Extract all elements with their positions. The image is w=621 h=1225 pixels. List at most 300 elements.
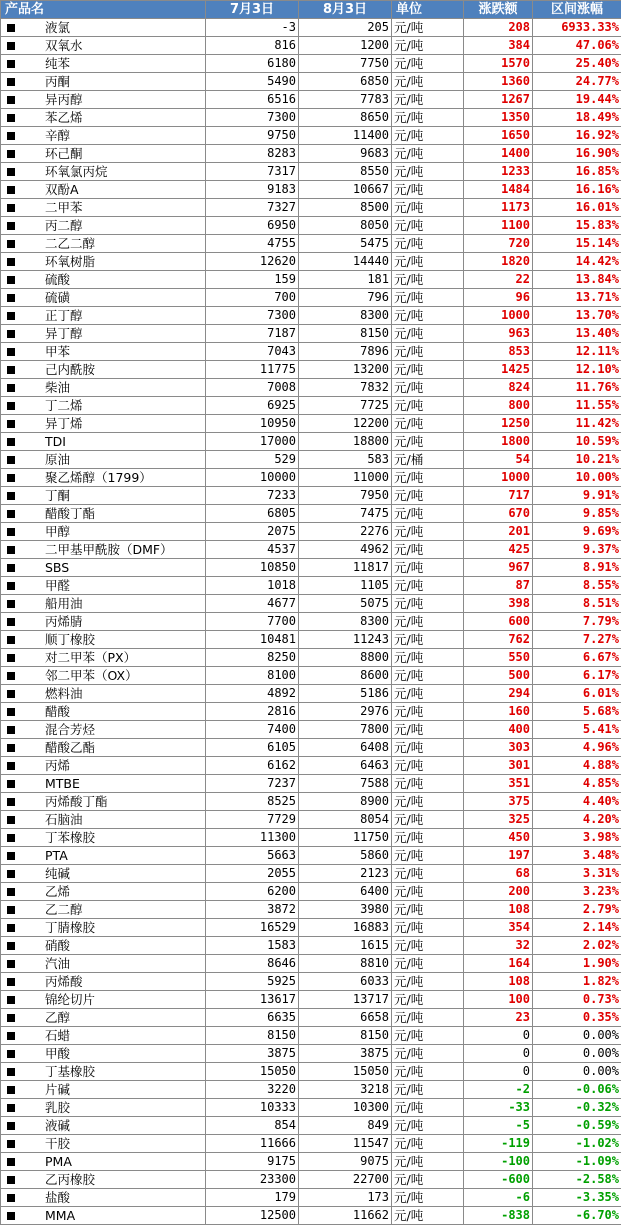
cell-jul-price[interactable]: 7729 [206,811,299,829]
cell-change[interactable]: 1000 [464,307,533,325]
cell-pct-change[interactable]: 0.73% [533,991,621,1009]
cell-change[interactable]: 351 [464,775,533,793]
cell-unit[interactable]: 元/吨 [392,487,464,505]
cell-product-name[interactable] [1,19,206,37]
cell-change[interactable]: 1267 [464,91,533,109]
cell-product-name[interactable] [1,541,206,559]
cell-unit[interactable]: 元/吨 [392,1027,464,1045]
cell-change[interactable]: 384 [464,37,533,55]
cell-pct-change[interactable]: 1.82% [533,973,621,991]
cell-change[interactable]: 22 [464,271,533,289]
cell-aug-price[interactable]: 13200 [299,361,392,379]
cell-unit[interactable]: 元/吨 [392,847,464,865]
cell-unit[interactable]: 元/吨 [392,1135,464,1153]
cell-aug-price[interactable]: 849 [299,1117,392,1135]
cell-pct-change[interactable]: 13.71% [533,289,621,307]
cell-product-name[interactable] [1,55,206,73]
cell-unit[interactable]: 元/吨 [392,163,464,181]
cell-change[interactable]: 1000 [464,469,533,487]
cell-jul-price[interactable]: 12500 [206,1207,299,1225]
cell-change[interactable]: 108 [464,973,533,991]
cell-unit[interactable]: 元/吨 [392,505,464,523]
cell-product-name[interactable] [1,793,206,811]
cell-pct-change[interactable]: 16.90% [533,145,621,163]
cell-unit[interactable]: 元/吨 [392,379,464,397]
cell-pct-change[interactable]: 8.51% [533,595,621,613]
cell-pct-change[interactable]: 16.16% [533,181,621,199]
cell-jul-price[interactable]: 6950 [206,217,299,235]
cell-pct-change[interactable]: 3.48% [533,847,621,865]
cell-change[interactable]: 23 [464,1009,533,1027]
cell-change[interactable]: -6 [464,1189,533,1207]
cell-pct-change[interactable]: 10.59% [533,433,621,451]
cell-jul-price[interactable]: 9175 [206,1153,299,1171]
cell-change[interactable]: 1233 [464,163,533,181]
cell-unit[interactable]: 元/吨 [392,469,464,487]
cell-product-name[interactable] [1,901,206,919]
cell-aug-price[interactable]: 205 [299,19,392,37]
cell-change[interactable]: -119 [464,1135,533,1153]
cell-change[interactable]: 853 [464,343,533,361]
cell-aug-price[interactable]: 11662 [299,1207,392,1225]
cell-unit[interactable]: 元/吨 [392,127,464,145]
cell-pct-change[interactable]: 0.00% [533,1027,621,1045]
cell-change[interactable]: -2 [464,1081,533,1099]
cell-change[interactable]: 100 [464,991,533,1009]
cell-aug-price[interactable]: 1615 [299,937,392,955]
cell-unit[interactable]: 元/吨 [392,145,464,163]
cell-change[interactable]: 1360 [464,73,533,91]
cell-product-name[interactable] [1,1045,206,1063]
cell-change[interactable]: 1350 [464,109,533,127]
cell-product-name[interactable] [1,649,206,667]
cell-product-name[interactable] [1,613,206,631]
cell-aug-price[interactable]: 8300 [299,307,392,325]
cell-pct-change[interactable]: 1.90% [533,955,621,973]
cell-jul-price[interactable]: 2075 [206,523,299,541]
cell-product-name[interactable] [1,739,206,757]
header-change[interactable]: 涨跌额 [464,1,533,19]
cell-change[interactable]: 1100 [464,217,533,235]
header-pct-change[interactable]: 区间涨幅 [533,1,621,19]
cell-pct-change[interactable]: 9.91% [533,487,621,505]
cell-aug-price[interactable]: 9075 [299,1153,392,1171]
cell-unit[interactable]: 元/吨 [392,1117,464,1135]
cell-pct-change[interactable]: 4.20% [533,811,621,829]
cell-unit[interactable]: 元/吨 [392,955,464,973]
cell-aug-price[interactable]: 7950 [299,487,392,505]
cell-change[interactable]: 375 [464,793,533,811]
cell-product-name[interactable] [1,1135,206,1153]
cell-aug-price[interactable]: 2976 [299,703,392,721]
cell-aug-price[interactable]: 11243 [299,631,392,649]
cell-aug-price[interactable]: 22700 [299,1171,392,1189]
cell-pct-change[interactable]: 0.35% [533,1009,621,1027]
cell-pct-change[interactable]: 6.67% [533,649,621,667]
cell-change[interactable]: 303 [464,739,533,757]
cell-unit[interactable]: 元/吨 [392,217,464,235]
cell-product-name[interactable] [1,721,206,739]
cell-product-name[interactable] [1,685,206,703]
cell-jul-price[interactable]: 7043 [206,343,299,361]
cell-change[interactable]: 720 [464,235,533,253]
cell-unit[interactable]: 元/吨 [392,1207,464,1225]
cell-pct-change[interactable]: 8.55% [533,577,621,595]
cell-jul-price[interactable]: 8250 [206,649,299,667]
cell-unit[interactable]: 元/吨 [392,793,464,811]
cell-change[interactable]: 1425 [464,361,533,379]
cell-pct-change[interactable]: 9.85% [533,505,621,523]
cell-change[interactable]: 108 [464,901,533,919]
cell-aug-price[interactable]: 8800 [299,649,392,667]
cell-aug-price[interactable]: 6658 [299,1009,392,1027]
cell-product-name[interactable] [1,289,206,307]
cell-aug-price[interactable]: 12200 [299,415,392,433]
cell-aug-price[interactable]: 1200 [299,37,392,55]
cell-aug-price[interactable]: 6463 [299,757,392,775]
cell-unit[interactable]: 元/吨 [392,1099,464,1117]
cell-pct-change[interactable]: 12.11% [533,343,621,361]
cell-jul-price[interactable]: 10850 [206,559,299,577]
cell-jul-price[interactable]: 8150 [206,1027,299,1045]
cell-jul-price[interactable]: 11666 [206,1135,299,1153]
cell-pct-change[interactable]: 6933.33% [533,19,621,37]
cell-product-name[interactable] [1,433,206,451]
cell-jul-price[interactable]: 8525 [206,793,299,811]
cell-product-name[interactable] [1,127,206,145]
cell-aug-price[interactable]: 7800 [299,721,392,739]
cell-unit[interactable]: 元/吨 [392,523,464,541]
cell-unit[interactable]: 元/吨 [392,595,464,613]
cell-pct-change[interactable]: 2.02% [533,937,621,955]
cell-pct-change[interactable]: -3.35% [533,1189,621,1207]
cell-aug-price[interactable]: 9683 [299,145,392,163]
cell-change[interactable]: 301 [464,757,533,775]
cell-unit[interactable]: 元/吨 [392,1171,464,1189]
cell-change[interactable]: 197 [464,847,533,865]
cell-change[interactable]: 824 [464,379,533,397]
cell-unit[interactable]: 元/吨 [392,649,464,667]
cell-unit[interactable]: 元/吨 [392,937,464,955]
cell-product-name[interactable] [1,91,206,109]
cell-product-name[interactable] [1,991,206,1009]
cell-aug-price[interactable]: 7475 [299,505,392,523]
cell-change[interactable]: 450 [464,829,533,847]
cell-aug-price[interactable]: 7750 [299,55,392,73]
cell-unit[interactable]: 元/吨 [392,271,464,289]
cell-jul-price[interactable]: 3220 [206,1081,299,1099]
cell-unit[interactable]: 元/吨 [392,235,464,253]
cell-change[interactable]: 400 [464,721,533,739]
cell-jul-price[interactable]: 16529 [206,919,299,937]
cell-jul-price[interactable]: 529 [206,451,299,469]
cell-unit[interactable]: 元/吨 [392,1189,464,1207]
cell-jul-price[interactable]: 4537 [206,541,299,559]
cell-product-name[interactable] [1,631,206,649]
cell-change[interactable]: -100 [464,1153,533,1171]
cell-product-name[interactable] [1,217,206,235]
cell-change[interactable]: 294 [464,685,533,703]
cell-product-name[interactable] [1,523,206,541]
cell-aug-price[interactable]: 18800 [299,433,392,451]
cell-unit[interactable]: 元/吨 [392,541,464,559]
cell-pct-change[interactable]: 47.06% [533,37,621,55]
cell-product-name[interactable] [1,829,206,847]
cell-pct-change[interactable]: 18.49% [533,109,621,127]
cell-aug-price[interactable]: 8550 [299,163,392,181]
cell-pct-change[interactable]: -6.70% [533,1207,621,1225]
cell-product-name[interactable] [1,865,206,883]
cell-unit[interactable]: 元/吨 [392,973,464,991]
cell-aug-price[interactable]: 7832 [299,379,392,397]
cell-aug-price[interactable]: 10300 [299,1099,392,1117]
cell-pct-change[interactable]: 2.14% [533,919,621,937]
cell-unit[interactable]: 元/吨 [392,37,464,55]
cell-jul-price[interactable]: 17000 [206,433,299,451]
cell-product-name[interactable] [1,955,206,973]
cell-jul-price[interactable]: 13617 [206,991,299,1009]
cell-jul-price[interactable]: -3 [206,19,299,37]
cell-product-name[interactable] [1,451,206,469]
cell-pct-change[interactable]: 25.40% [533,55,621,73]
cell-product-name[interactable] [1,163,206,181]
cell-jul-price[interactable]: 7233 [206,487,299,505]
cell-aug-price[interactable]: 5186 [299,685,392,703]
cell-product-name[interactable] [1,595,206,613]
cell-product-name[interactable] [1,487,206,505]
cell-jul-price[interactable]: 6105 [206,739,299,757]
cell-aug-price[interactable]: 3980 [299,901,392,919]
cell-jul-price[interactable]: 8100 [206,667,299,685]
cell-jul-price[interactable]: 4892 [206,685,299,703]
cell-jul-price[interactable]: 11300 [206,829,299,847]
cell-product-name[interactable] [1,397,206,415]
cell-product-name[interactable] [1,703,206,721]
header-jul-3[interactable]: 7月3日 [206,1,299,19]
cell-aug-price[interactable]: 7783 [299,91,392,109]
cell-product-name[interactable] [1,883,206,901]
cell-change[interactable]: 200 [464,883,533,901]
cell-pct-change[interactable]: 11.55% [533,397,621,415]
cell-pct-change[interactable]: 10.00% [533,469,621,487]
cell-jul-price[interactable]: 7300 [206,307,299,325]
cell-unit[interactable]: 元/吨 [392,397,464,415]
cell-pct-change[interactable]: 4.40% [533,793,621,811]
cell-change[interactable]: 0 [464,1045,533,1063]
cell-product-name[interactable] [1,973,206,991]
cell-unit[interactable]: 元/吨 [392,1045,464,1063]
cell-product-name[interactable] [1,343,206,361]
cell-unit[interactable]: 元/吨 [392,199,464,217]
cell-product-name[interactable] [1,847,206,865]
cell-unit[interactable]: 元/吨 [392,1063,464,1081]
cell-product-name[interactable] [1,235,206,253]
cell-aug-price[interactable]: 3218 [299,1081,392,1099]
cell-product-name[interactable] [1,325,206,343]
cell-jul-price[interactable]: 179 [206,1189,299,1207]
cell-pct-change[interactable]: 11.76% [533,379,621,397]
cell-aug-price[interactable]: 3875 [299,1045,392,1063]
cell-aug-price[interactable]: 7896 [299,343,392,361]
header-unit[interactable]: 单位 [392,1,464,19]
cell-jul-price[interactable]: 8283 [206,145,299,163]
cell-jul-price[interactable]: 7237 [206,775,299,793]
cell-jul-price[interactable]: 4677 [206,595,299,613]
cell-product-name[interactable] [1,559,206,577]
cell-pct-change[interactable]: 15.83% [533,217,621,235]
cell-product-name[interactable] [1,271,206,289]
cell-change[interactable]: 1820 [464,253,533,271]
cell-change[interactable]: 208 [464,19,533,37]
cell-unit[interactable]: 元/吨 [392,253,464,271]
cell-unit[interactable]: 元/吨 [392,1009,464,1027]
cell-aug-price[interactable]: 181 [299,271,392,289]
cell-product-name[interactable] [1,775,206,793]
cell-pct-change[interactable]: 3.23% [533,883,621,901]
cell-change[interactable]: 425 [464,541,533,559]
cell-unit[interactable]: 元/吨 [392,829,464,847]
cell-product-name[interactable] [1,919,206,937]
cell-change[interactable]: 160 [464,703,533,721]
cell-change[interactable]: 1800 [464,433,533,451]
cell-change[interactable]: -838 [464,1207,533,1225]
cell-product-name[interactable] [1,1153,206,1171]
cell-change[interactable]: 1650 [464,127,533,145]
cell-unit[interactable]: 元/吨 [392,919,464,937]
cell-change[interactable]: 1400 [464,145,533,163]
cell-jul-price[interactable]: 10481 [206,631,299,649]
cell-jul-price[interactable]: 1583 [206,937,299,955]
cell-pct-change[interactable]: 8.91% [533,559,621,577]
cell-pct-change[interactable]: 15.14% [533,235,621,253]
cell-product-name[interactable] [1,757,206,775]
cell-jul-price[interactable]: 7187 [206,325,299,343]
cell-product-name[interactable] [1,505,206,523]
cell-unit[interactable]: 元/吨 [392,1153,464,1171]
cell-product-name[interactable] [1,361,206,379]
cell-jul-price[interactable]: 159 [206,271,299,289]
cell-change[interactable]: 54 [464,451,533,469]
cell-product-name[interactable] [1,1189,206,1207]
cell-unit[interactable]: 元/吨 [392,703,464,721]
cell-pct-change[interactable]: 6.17% [533,667,621,685]
cell-jul-price[interactable]: 12620 [206,253,299,271]
cell-unit[interactable]: 元/吨 [392,307,464,325]
cell-change[interactable]: 68 [464,865,533,883]
cell-unit[interactable]: 元/吨 [392,811,464,829]
cell-pct-change[interactable]: 9.37% [533,541,621,559]
cell-pct-change[interactable]: 3.31% [533,865,621,883]
cell-jul-price[interactable]: 6516 [206,91,299,109]
cell-product-name[interactable] [1,469,206,487]
cell-change[interactable]: 500 [464,667,533,685]
cell-aug-price[interactable]: 11817 [299,559,392,577]
cell-jul-price[interactable]: 7327 [206,199,299,217]
cell-change[interactable]: 1173 [464,199,533,217]
cell-product-name[interactable] [1,379,206,397]
cell-change[interactable]: 762 [464,631,533,649]
cell-jul-price[interactable]: 15050 [206,1063,299,1081]
cell-aug-price[interactable]: 8150 [299,1027,392,1045]
cell-product-name[interactable] [1,145,206,163]
cell-product-name[interactable] [1,199,206,217]
cell-jul-price[interactable]: 3875 [206,1045,299,1063]
cell-pct-change[interactable]: -0.59% [533,1117,621,1135]
cell-change[interactable]: 967 [464,559,533,577]
cell-aug-price[interactable]: 173 [299,1189,392,1207]
cell-aug-price[interactable]: 11400 [299,127,392,145]
cell-jul-price[interactable]: 6200 [206,883,299,901]
cell-pct-change[interactable]: 2.79% [533,901,621,919]
cell-product-name[interactable] [1,937,206,955]
cell-product-name[interactable] [1,307,206,325]
cell-product-name[interactable] [1,73,206,91]
cell-pct-change[interactable]: 13.40% [533,325,621,343]
cell-product-name[interactable] [1,1099,206,1117]
cell-pct-change[interactable]: 10.21% [533,451,621,469]
cell-pct-change[interactable]: 0.00% [533,1045,621,1063]
cell-change[interactable]: 325 [464,811,533,829]
cell-aug-price[interactable]: 1105 [299,577,392,595]
cell-unit[interactable]: 元/吨 [392,667,464,685]
cell-change[interactable]: 800 [464,397,533,415]
cell-aug-price[interactable]: 5075 [299,595,392,613]
cell-pct-change[interactable]: 6.01% [533,685,621,703]
cell-change[interactable]: 32 [464,937,533,955]
cell-unit[interactable]: 元/吨 [392,91,464,109]
cell-unit[interactable]: 元/吨 [392,883,464,901]
cell-product-name[interactable] [1,1117,206,1135]
cell-product-name[interactable] [1,1063,206,1081]
cell-aug-price[interactable]: 10667 [299,181,392,199]
cell-jul-price[interactable]: 7400 [206,721,299,739]
cell-pct-change[interactable]: -1.02% [533,1135,621,1153]
cell-aug-price[interactable]: 13717 [299,991,392,1009]
cell-unit[interactable]: 元/吨 [392,991,464,1009]
cell-aug-price[interactable]: 5475 [299,235,392,253]
cell-aug-price[interactable]: 796 [299,289,392,307]
cell-unit[interactable]: 元/吨 [392,289,464,307]
cell-aug-price[interactable]: 4962 [299,541,392,559]
cell-unit[interactable]: 元/吨 [392,559,464,577]
cell-pct-change[interactable]: -0.06% [533,1081,621,1099]
cell-product-name[interactable] [1,181,206,199]
cell-jul-price[interactable]: 2816 [206,703,299,721]
cell-aug-price[interactable]: 6400 [299,883,392,901]
cell-unit[interactable]: 元/吨 [392,577,464,595]
cell-pct-change[interactable]: 11.42% [533,415,621,433]
cell-jul-price[interactable]: 6162 [206,757,299,775]
cell-change[interactable]: 600 [464,613,533,631]
cell-aug-price[interactable]: 2123 [299,865,392,883]
cell-unit[interactable]: 元/吨 [392,775,464,793]
cell-pct-change[interactable]: 12.10% [533,361,621,379]
cell-change[interactable]: 670 [464,505,533,523]
cell-aug-price[interactable]: 8900 [299,793,392,811]
cell-unit[interactable]: 元/吨 [392,631,464,649]
cell-change[interactable]: 164 [464,955,533,973]
cell-unit[interactable]: 元/吨 [392,343,464,361]
cell-jul-price[interactable]: 1018 [206,577,299,595]
cell-change[interactable]: -5 [464,1117,533,1135]
cell-aug-price[interactable]: 8300 [299,613,392,631]
cell-pct-change[interactable]: 4.88% [533,757,621,775]
cell-aug-price[interactable]: 7725 [299,397,392,415]
cell-product-name[interactable] [1,1171,206,1189]
cell-unit[interactable]: 元/吨 [392,901,464,919]
cell-jul-price[interactable]: 700 [206,289,299,307]
cell-unit[interactable]: 元/吨 [392,757,464,775]
